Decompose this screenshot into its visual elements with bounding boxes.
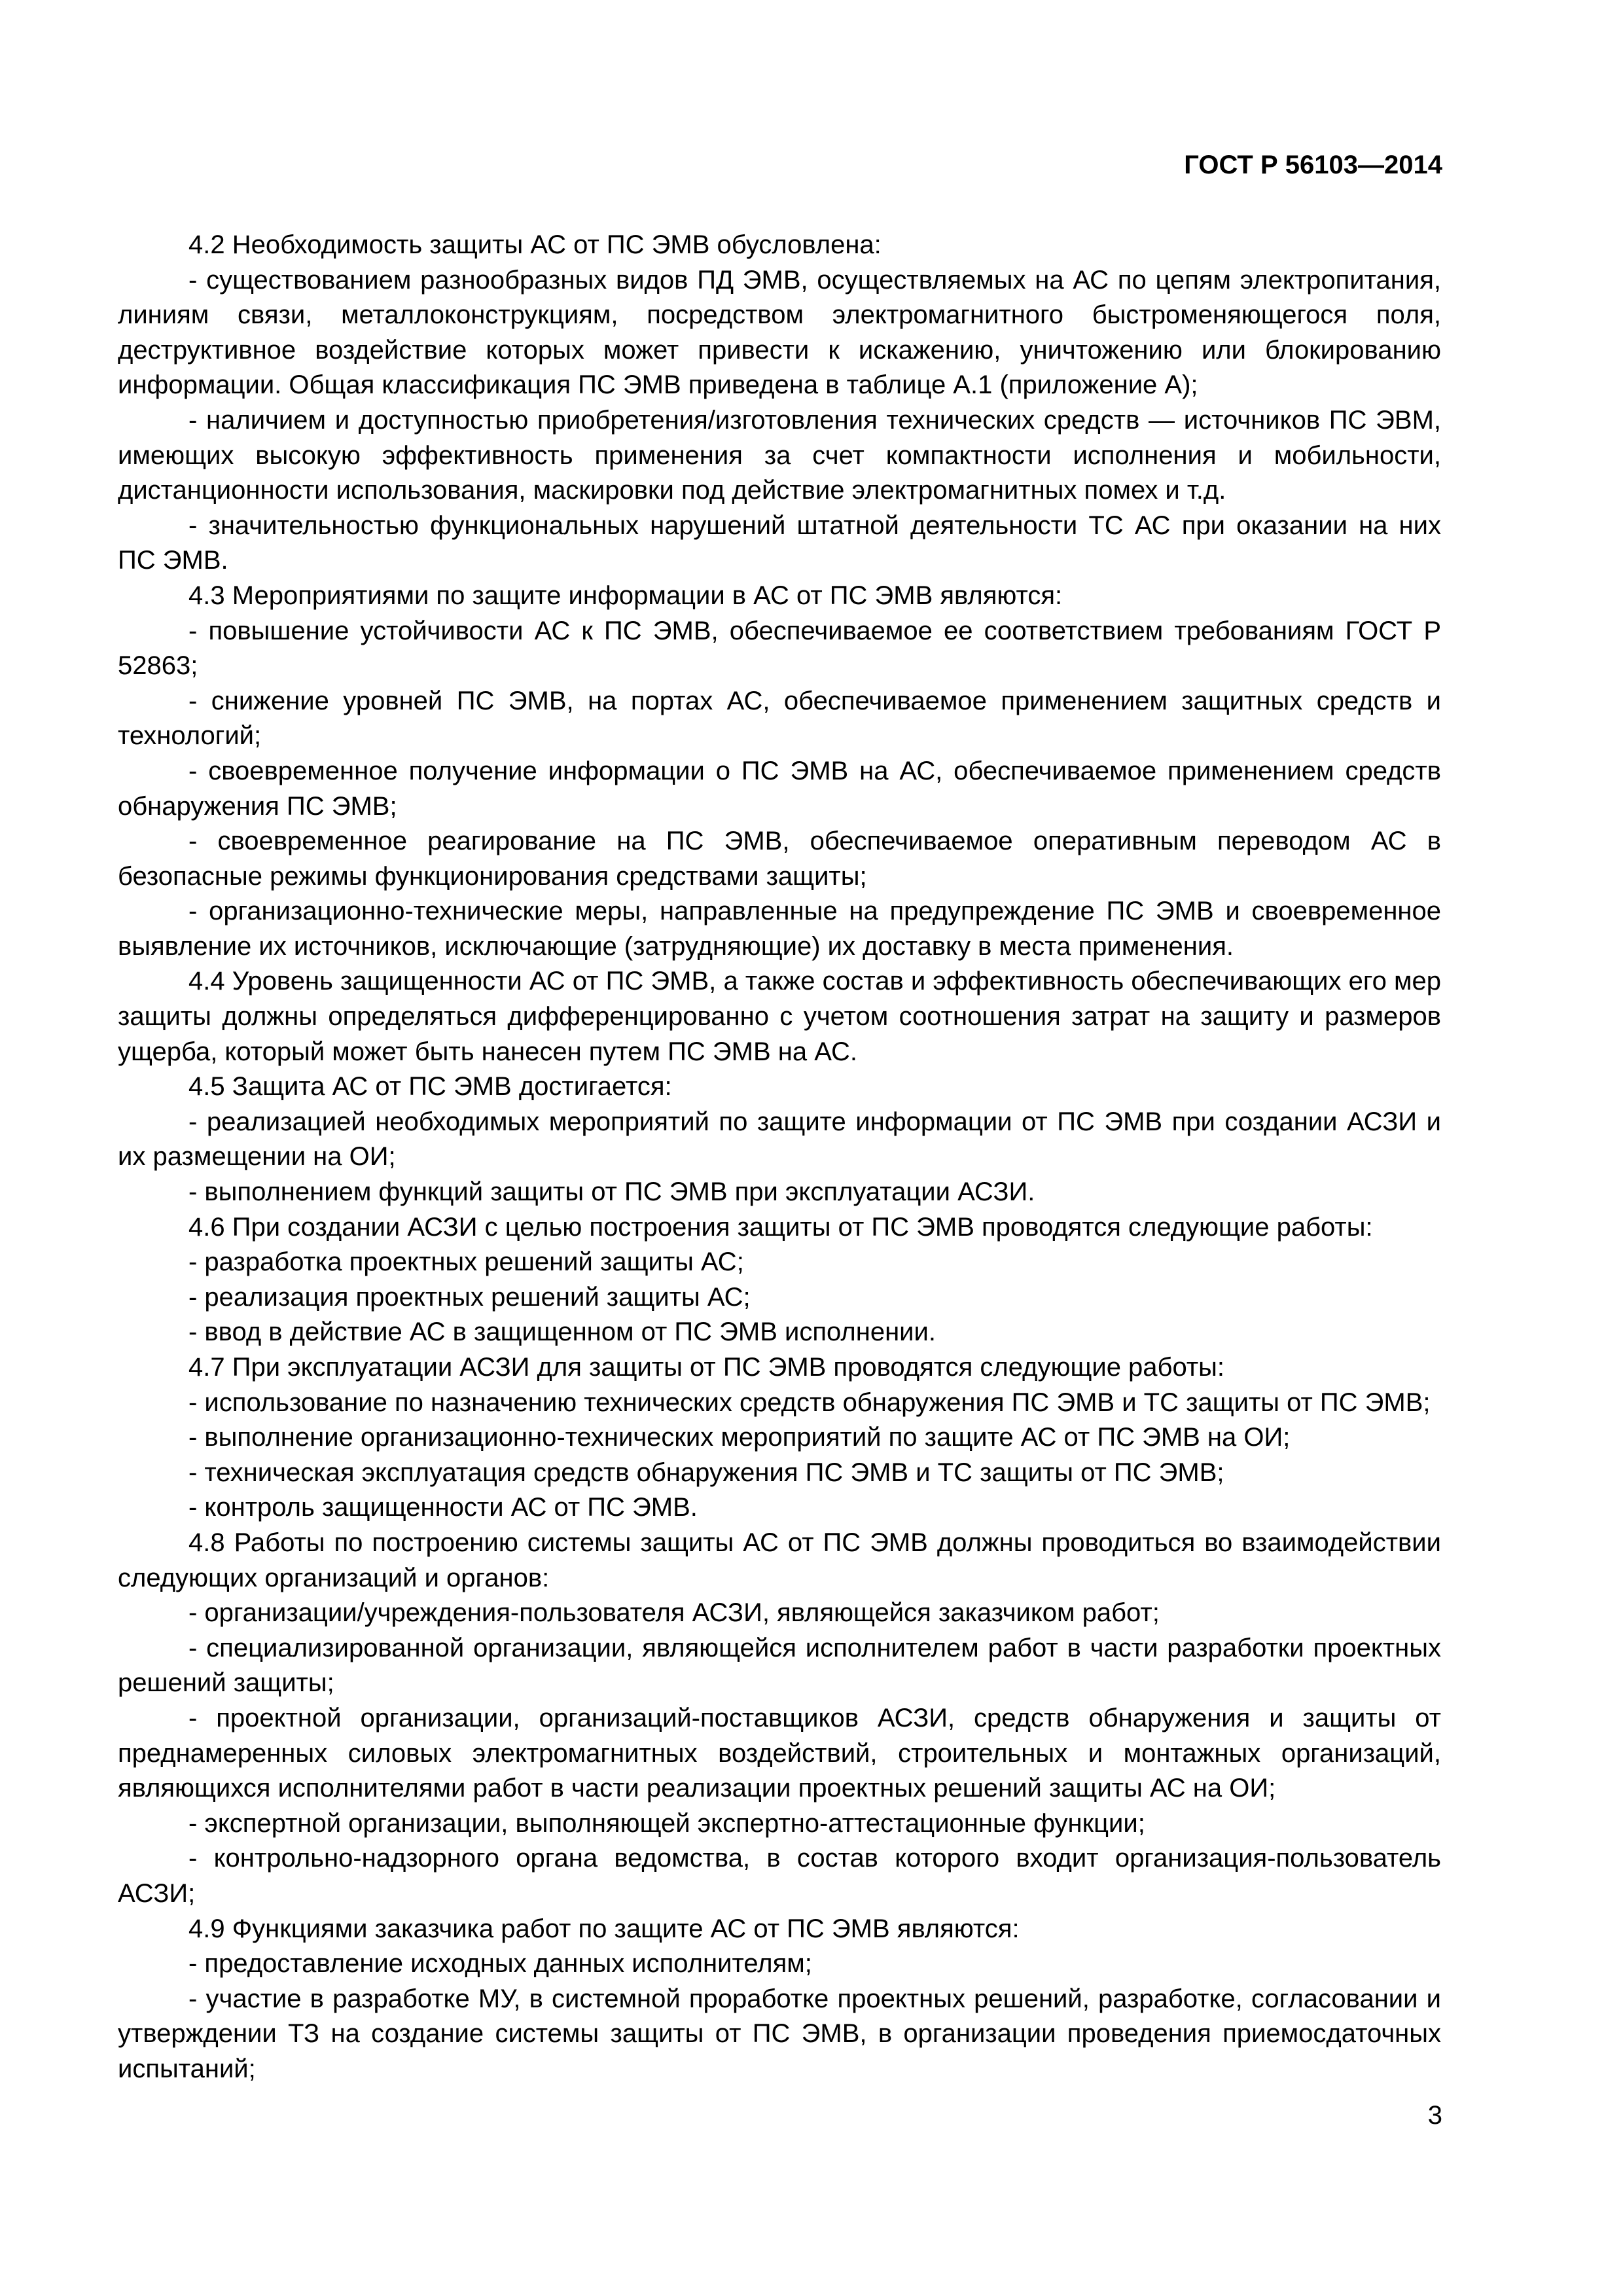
list-item: - контрольно-надзорного органа ведомства, в состав которого входит организация-пользователь АСЗИ; [118, 1844, 1441, 1908]
list-item: - снижение уровней ПС ЭМВ, на портах АС, обеспечиваемое применением защитных средств и технологий; [118, 686, 1441, 751]
paragraph-4-5: 4.5 Защита АС от ПС ЭМВ достигается: [188, 1072, 672, 1102]
list-item: - наличием и доступностью приобретения/изготовления технических средств — источников ПС ЭВМ, имеющих высокую эффективность применения за счет компактности исполнения и мобильности, дистанционности использования, маскировки под действие электромагнитных помех и т.д. [118, 405, 1441, 505]
list-item: - существованием разнообразных видов ПД ЭМВ, осуществляемых на АС по цепям электропитания, линиям связи, металлоконструкциям, посредством электромагнитного быстроменяющегося поля, деструктивное воздействие которых может привести к искажению, уничтожению или блокированию информации. Общая классификация ПС ЭМВ приведена в таблице А.1 (приложение А); [118, 265, 1441, 400]
paragraph-4-2: 4.2 Необходимость защиты АС от ПС ЭМВ обусловлена: [188, 230, 882, 259]
list-item: - разработка проектных решений защиты АС; [188, 1247, 744, 1277]
list-item: - проектной организации, организаций-поставщиков АСЗИ, средств обнаружения и защиты от преднамеренных силовых электромагнитных воздействий, строительных и монтажных организаций, являющихся исполнителями работ в части реализации проектных решений защиты АС на ОИ; [118, 1703, 1441, 1803]
list-item: - техническая эксплуатация средств обнаружения ПС ЭМВ и ТС защиты от ПС ЭМВ; [188, 1458, 1224, 1487]
list-item: - организации/учреждения-пользователя АСЗИ, являющейся заказчиком работ; [188, 1598, 1160, 1628]
paragraph-4-7: 4.7 При эксплуатации АСЗИ для защиты от ПС ЭМВ проводятся следующие работы: [188, 1353, 1225, 1382]
list-item: - выполнение организационно-технических мероприятий по защите АС от ПС ЭМВ на ОИ; [188, 1423, 1291, 1452]
document-body [118, 228, 1441, 2087]
list-item: - реализацией необходимых мероприятий по защите информации от ПС ЭМВ при создании АСЗИ и их размещении на ОИ; [118, 1107, 1441, 1172]
paragraph-4-9: 4.9 Функциями заказчика работ по защите АС от ПС ЭМВ являются: [188, 1914, 1020, 1943]
page-number: 3 [1427, 2101, 1442, 2130]
list-item: - предоставление исходных данных исполнителям; [188, 1949, 812, 1979]
list-item: - участие в разработке МУ, в системной проработке проектных решений, разработке, согласовании и утверждении ТЗ на создание системы защиты от ПС ЭМВ, в организации проведения приемосдаточных испытаний; [118, 1984, 1441, 2083]
list-item: - повышение устойчивости АС к ПС ЭМВ, обеспечиваемое ее соответствием требованиям ГОСТ Р 52863; [118, 616, 1441, 681]
paragraph-4-8: 4.8 Работы по построению системы защиты АС от ПС ЭМВ должны проводиться во взаимодействии следующих организаций и органов: [118, 1528, 1441, 1592]
list-item: - экспертной организации, выполняющей экспертно-аттестационные функции; [188, 1808, 1145, 1838]
list-item: - организационно-технические меры, направленные на предупреждение ПС ЭМВ и своевременное выявление их источников, исключающие (затрудняющие) их доставку в места применения. [118, 897, 1441, 961]
list-item: - специализированной организации, являющейся исполнителем работ в части разработки проектных решений защиты; [118, 1633, 1441, 1698]
list-item: - использование по назначению технических средств обнаружения ПС ЭМВ и ТС защиты от ПС ЭМВ; [188, 1388, 1431, 1417]
paragraph-4-6: 4.6 При создании АСЗИ с целью построения защиты от ПС ЭМВ проводятся следующие работы: [188, 1212, 1373, 1242]
list-item: - контроль защищенности АС от ПС ЭМВ. [188, 1493, 698, 1522]
list-item: - значительностью функциональных нарушений штатной деятельности ТС АС при оказании на них ПС ЭМВ. [118, 511, 1441, 575]
list-item: - своевременное получение информации о ПС ЭМВ на АС, обеспечиваемое применением средств обнаружения ПС ЭМВ; [118, 756, 1441, 821]
list-item: - реализация проектных решений защиты АС; [188, 1282, 751, 1312]
document-header: ГОСТ Р 56103—2014 [1184, 151, 1442, 179]
list-item: - выполнением функций защиты от ПС ЭМВ при эксплуатации АСЗИ. [188, 1177, 1035, 1207]
paragraph-4-3: 4.3 Мероприятиями по защите информации в АС от ПС ЭМВ являются: [188, 581, 1063, 610]
list-item: - своевременное реагирование на ПС ЭМВ, обеспечиваемое оперативным переводом АС в безопасные режимы функционирования средствами защиты; [118, 827, 1441, 891]
list-item: - ввод в действие АС в защищенном от ПС ЭМВ исполнении. [188, 1318, 936, 1347]
paragraph-4-4: 4.4 Уровень защищенности АС от ПС ЭМВ, а также состав и эффективность обеспечивающих его мер защиты должны определяться дифференцированно с учетом соотношения затрат на защиту и размеров ущерба, который может быть нанесен путем ПС ЭМВ на АС. [118, 967, 1441, 1066]
